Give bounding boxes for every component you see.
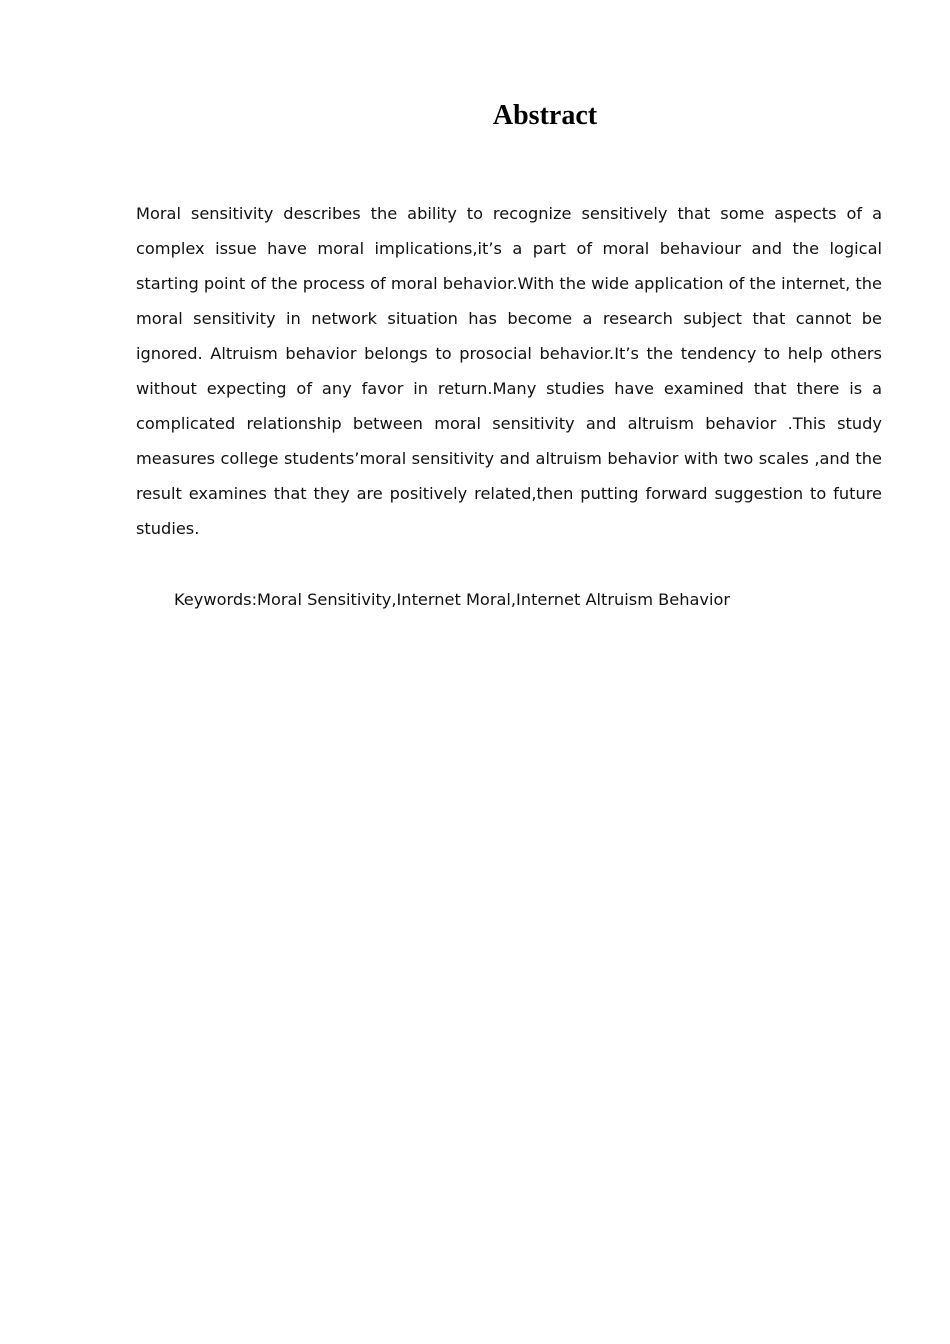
keywords-line: Keywords:Moral Sensitivity,Internet Moral,Internet Altruism Behavior	[174, 590, 731, 609]
abstract-title-text: Abstract	[492, 100, 598, 131]
abstract-body: Moral sensitivity describes the ability to recognize sensitively that some aspects of a complex issue have moral implications,it’s a part of moral behaviour and the logical starting point of the process of moral behavior.With the wide application of the internet, the moral sensitivity in network situation has become a research subject that cannot be ignored. Altruism behavior belongs to prosocial behavior.It’s the tendency to help others without expecting of any favor in return.Many studies have examined that there is a complicated relationship between moral sensitivity and altruism behavior .This study measures college students’moral sensitivity and altruism behavior with two scales ,and the result examines that they are positively related,then putting forward suggestion to future studies.	[136, 204, 882, 538]
abstract-title	[136, 98, 882, 134]
